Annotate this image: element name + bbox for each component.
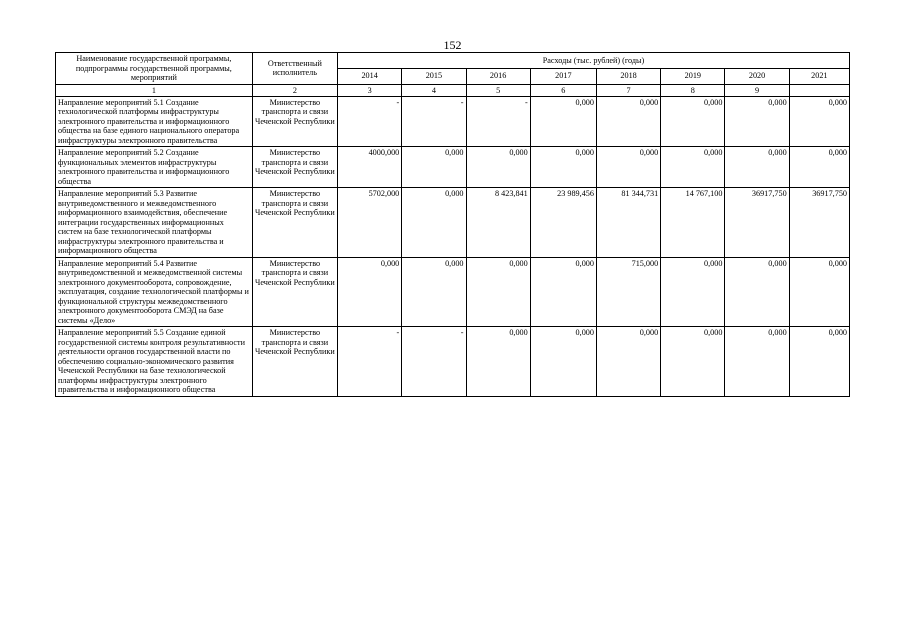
column-number: 3 xyxy=(338,84,402,96)
row-value: 0,000 xyxy=(530,327,596,397)
row-value: 0,000 xyxy=(466,257,530,327)
column-number: 7 xyxy=(596,84,660,96)
header-year: 2021 xyxy=(789,68,849,84)
row-executor: Министерство транспорта и связи Чеченской Республики xyxy=(252,147,337,188)
row-name: Направление мероприятий 5.5 Создание единой государственной системы контроля результативности деятельности органов государственной власти по обеспечению социально-экономического развития Чеченской Республики на базе технологической платформы инфраструктуры электронного правительства и информационного общества xyxy=(56,327,253,397)
header-year: 2019 xyxy=(661,68,725,84)
header-year: 2017 xyxy=(530,68,596,84)
header-name: Наименование государственной программы, подпрограммы государственной программы, мероприятий xyxy=(56,53,253,85)
row-value: - xyxy=(466,96,530,147)
page-number: 152 xyxy=(443,38,462,52)
header-expenses: Расходы (тыс. рублей) (годы) xyxy=(338,53,850,69)
table-row xyxy=(56,257,850,327)
row-value: 0,000 xyxy=(725,327,789,397)
table-row xyxy=(56,147,850,188)
row-value: - xyxy=(402,327,466,397)
header-year: 2015 xyxy=(402,68,466,84)
header-year: 2020 xyxy=(725,68,789,84)
column-number: 2 xyxy=(252,84,337,96)
column-number: 1 xyxy=(56,84,253,96)
column-number-row xyxy=(56,84,850,96)
row-value: 0,000 xyxy=(338,257,402,327)
row-value: 0,000 xyxy=(789,147,849,188)
column-number: 4 xyxy=(402,84,466,96)
row-value: 14 767,100 xyxy=(661,188,725,258)
row-value: 8 423,841 xyxy=(466,188,530,258)
row-value: 0,000 xyxy=(596,327,660,397)
row-executor: Министерство транспорта и связи Чеченской Республики xyxy=(252,327,337,397)
row-value: 0,000 xyxy=(789,257,849,327)
row-value: 0,000 xyxy=(661,257,725,327)
row-value: 23 989,456 xyxy=(530,188,596,258)
row-name: Направление мероприятий 5.1 Создание технологической платформы инфраструктуры электронного правительства и информационного общества на базе единого национального оператора инфраструктуры электронного правительства xyxy=(56,96,253,147)
row-value: 715,000 xyxy=(596,257,660,327)
row-value: - xyxy=(338,327,402,397)
column-number: 9 xyxy=(725,84,789,96)
header-executor: Ответственный исполнитель xyxy=(252,53,337,85)
row-value: 0,000 xyxy=(725,96,789,147)
row-value: 5702,000 xyxy=(338,188,402,258)
row-value: 0,000 xyxy=(530,147,596,188)
budget-table xyxy=(55,52,850,397)
row-value: 0,000 xyxy=(789,327,849,397)
row-executor: Министерство транспорта и связи Чеченской Республики xyxy=(252,96,337,147)
row-value: 0,000 xyxy=(661,147,725,188)
row-value: - xyxy=(338,96,402,147)
row-value: 0,000 xyxy=(466,327,530,397)
header-year: 2016 xyxy=(466,68,530,84)
column-number: 6 xyxy=(530,84,596,96)
row-value: 0,000 xyxy=(725,257,789,327)
row-value: 0,000 xyxy=(402,257,466,327)
row-value: 81 344,731 xyxy=(596,188,660,258)
row-name: Направление мероприятий 5.4 Развитие внутриведомственной и межведомственной системы электронного документооборота, сопровождение, эксплуатация, создание технологической платформы и функциональной структуры межведомственного электронного документооборота СМЭД на базе системы «Дело» xyxy=(56,257,253,327)
row-value: 4000,000 xyxy=(338,147,402,188)
row-value: 0,000 xyxy=(661,327,725,397)
header-year: 2014 xyxy=(338,68,402,84)
table-row xyxy=(56,96,850,147)
row-value: - xyxy=(402,96,466,147)
row-executor: Министерство транспорта и связи Чеченской Республики xyxy=(252,188,337,258)
row-value: 0,000 xyxy=(661,96,725,147)
row-name: Направление мероприятий 5.3 Развитие внутриведомственного и межведомственного информационного взаимодействия, обеспечение интеграции государственных информационных систем на базе технологической платформы инфраструктуры электронного правительства и информационного общества xyxy=(56,188,253,258)
row-value: 0,000 xyxy=(530,96,596,147)
row-value: 0,000 xyxy=(402,147,466,188)
header-row-top xyxy=(56,53,850,69)
column-number: 5 xyxy=(466,84,530,96)
table-row xyxy=(56,188,850,258)
row-value: 0,000 xyxy=(466,147,530,188)
row-value: 0,000 xyxy=(596,96,660,147)
row-value: 0,000 xyxy=(789,96,849,147)
row-value: 0,000 xyxy=(402,188,466,258)
column-number xyxy=(789,84,849,96)
row-value: 0,000 xyxy=(725,147,789,188)
row-value: 36917,750 xyxy=(789,188,849,258)
row-value: 0,000 xyxy=(596,147,660,188)
row-name: Направление мероприятий 5.2 Создание функциональных элементов инфраструктуры электронного правительства и информационного общества xyxy=(56,147,253,188)
table-row xyxy=(56,327,850,397)
column-number: 8 xyxy=(661,84,725,96)
row-executor: Министерство транспорта и связи Чеченской Республики xyxy=(252,257,337,327)
header-year: 2018 xyxy=(596,68,660,84)
row-value: 0,000 xyxy=(530,257,596,327)
row-value: 36917,750 xyxy=(725,188,789,258)
